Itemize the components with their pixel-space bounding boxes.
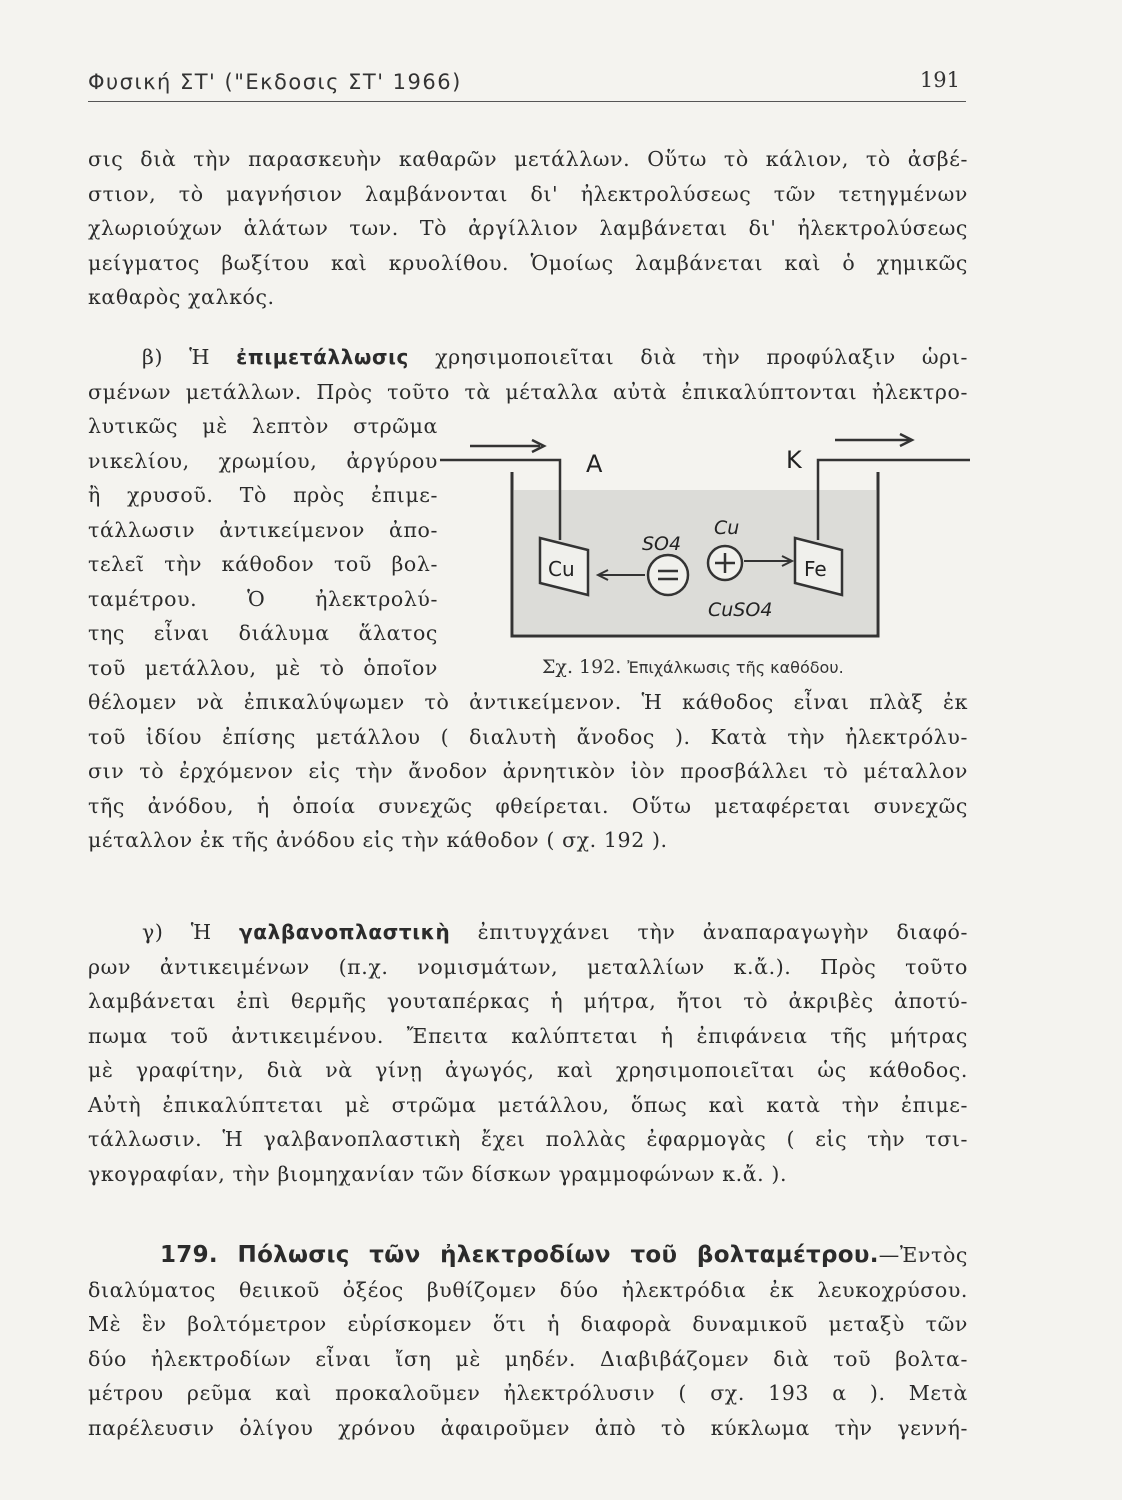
text-line: νικελίου, χρωμίου, ἀργύρου — [88, 448, 438, 473]
text-line: παρέλευσιν ὀλίγου χρόνου ἀφαιροῦμεν ἀπὸ τὸ κύκλωμα τὴν γεννή- — [88, 1415, 968, 1440]
electrolyte-label: CuSO4 — [708, 599, 773, 621]
cathode-plate-label: Fe — [804, 557, 827, 581]
text-line: στιον, τὸ μαγνήσιον λαμβάνονται δι' ἠλεκτρολύσεως τῶν τετηγμένων — [88, 181, 968, 206]
text-line: τάλλωσιν ἀντικείμενον ἀπο- — [88, 517, 438, 542]
text-fragment: ἐπιτυγχάνει τὴν ἀναπαραγωγὴν διαφό- — [450, 920, 969, 944]
text-line: ρων ἀντικειμένων (π.χ. νομισμάτων, μεταλλίων κ.ἄ.). Πρὸς τοῦτο — [88, 954, 968, 979]
text-line: τοῦ ἰδίου ἐπίσης μετάλλου ( διαλυτὴ ἄνοδος ). Κατὰ τὴν ἠλεκτρόλυ- — [88, 724, 968, 749]
text-line: Μὲ ἓν βολτόμετρον εὑρίσκομεν ὅτι ἡ διαφορὰ δυναμικοῦ μεταξὺ τῶν — [88, 1312, 968, 1336]
text-line: τοῦ μετάλλου, μὲ τὸ ὁποῖον — [88, 655, 438, 680]
page-number: 191 — [919, 68, 960, 92]
header-rule — [88, 101, 966, 102]
text-line: χλωριούχων ἁλάτων των. Τὸ ἀργίλλιον λαμβάνεται δι' ἠλεκτρολύσεως — [88, 216, 968, 240]
text-line: τάλλωσιν. Ἡ γαλβανοπλαστικὴ ἔχει πολλὰς ἐφαρμογὰς ( εἰς τὴν τσι- — [88, 1127, 968, 1151]
text-line: σμένων μετάλλων. Πρὸς τοῦτο τὰ μέταλλα αὐτὰ ἐπικαλύπτονται ἠλεκτρο- — [88, 379, 968, 404]
text-line — [88, 915, 968, 950]
paragraph-1 — [88, 142, 968, 315]
item-marker: β) Ἡ — [142, 345, 237, 369]
text-line: λαμβάνεται ἐπὶ θερμῆς γουταπέρκας ἡ μήτρα, ἤτοι τὸ ἀκριβὲς ἀποτύ- — [88, 989, 968, 1013]
text-line — [88, 340, 968, 375]
text-line — [88, 1238, 968, 1273]
text-line: γκογραφίαν, τὴν βιομηχανίαν τῶν δίσκων γραμμοφώνων κ.ἄ. ). — [88, 1161, 788, 1186]
term-epimetallosis: ἐπιμετάλλωσις — [236, 345, 409, 369]
caption-text: Ἐπιχάλκωσις τῆς καθόδου. — [627, 658, 844, 677]
text-line: της εἶναι διάλυμα ἅλατος — [88, 621, 438, 645]
paragraph-3 — [88, 915, 968, 1191]
text-fragment: —Ἐντὸς — [878, 1243, 968, 1267]
anion-circle — [648, 555, 688, 595]
text-line: σις διὰ τὴν παρασκευὴν καθαρῶν μετάλλων. Οὕτω τὸ κάλιον, τὸ ἀσβέ- — [88, 147, 968, 171]
running-title: Φυσική ΣΤ' ("Εκδοσις ΣΤ' 1966) — [88, 70, 462, 94]
text-fragment: χρησιμοποιεῖται διὰ τὴν προφύλαξιν ὡρι- — [409, 345, 968, 369]
text-line: καθαρὸς χαλκός. — [88, 285, 275, 309]
text-line: Αὐτὴ ἐπικαλύπτεται μὲ στρῶμα μετάλλου, ὅπως καὶ κατὰ τὴν ἐπιμε- — [88, 1092, 968, 1117]
text-line: μείγματος βωξίτου καὶ κρυολίθου. Ὁμοίως λαμβάνεται καὶ ὁ χημικῶς — [88, 250, 968, 275]
text-line: μέτρου ρεῦμα καὶ προκαλοῦμεν ἠλεκτρόλυσιν ( σχ. 193 α ). Μετὰ — [88, 1381, 968, 1405]
text-line: τῆς ἀνόδου, ἡ ὁποία συνεχῶς φθείρεται. Οὕτω μεταφέρεται συνεχῶς — [88, 793, 968, 818]
cation-label: Cu — [714, 517, 740, 539]
section-heading: 179. Πόλωσις τῶν ἠλεκτροδίων τοῦ βολταμέτρου. — [160, 1242, 879, 1268]
anode-label: A — [586, 450, 603, 478]
text-line: τελεῖ τὴν κάθοδον τοῦ βολ- — [88, 552, 438, 576]
caption-number: Σχ. 192. — [542, 656, 622, 678]
text-line: δύο ἠλεκτροδίων εἶναι ἴση μὲ μηδέν. Διαβιβάζομεν διὰ τοῦ βολτα- — [88, 1346, 968, 1371]
text-line: σιν τὸ ἐρχόμενον εἰς τὴν ἄνοδον ἀρνητικὸν ἰὸν προσβάλλει τὸ μέταλλον — [88, 759, 968, 783]
page-header — [88, 68, 966, 102]
text-line: θέλομεν νὰ ἐπικαλύψωμεν τὸ ἀντικείμενον. Ἡ κάθοδος εἶναι πλὰξ ἐκ — [88, 690, 968, 714]
anion-label: SO4 — [642, 533, 682, 555]
term-galvanoplastiki: γαλβανοπλαστικὴ — [239, 920, 451, 944]
text-line: ἢ χρυσοῦ. Τὸ πρὸς ἐπιμε- — [88, 483, 438, 507]
cathode-label: K — [786, 446, 802, 474]
figure-caption — [542, 656, 844, 678]
text-line: μὲ γραφίτην, διὰ νὰ γίνῃ ἀγωγός, καὶ χρησιμοποιεῖται ὡς κάθοδος. — [88, 1058, 968, 1082]
text-line: ταμέτρου. Ὁ ἠλεκτρολύ- — [88, 586, 438, 611]
text-line: μέταλλον ἐκ τῆς ἀνόδου εἰς τὴν κάθοδον ( σχ. 192 ). — [88, 828, 668, 852]
text-line: πωμα τοῦ ἀντικειμένου. Ἔπειτα καλύπτεται ἡ ἐπιφάνεια τῆς μήτρας — [88, 1023, 968, 1048]
text-line: λυτικῶς μὲ λεπτὸν στρῶμα — [88, 414, 438, 438]
item-marker: γ) Ἡ — [142, 920, 240, 944]
section-179 — [88, 1238, 968, 1445]
anode-plate-label: Cu — [548, 557, 575, 581]
electrolysis-diagram — [440, 430, 970, 660]
text-line: διαλύματος θειικοῦ ὀξέος βυθίζομεν δύο ἠλεκτρόδια ἐκ λευκοχρύσου. — [88, 1277, 968, 1302]
